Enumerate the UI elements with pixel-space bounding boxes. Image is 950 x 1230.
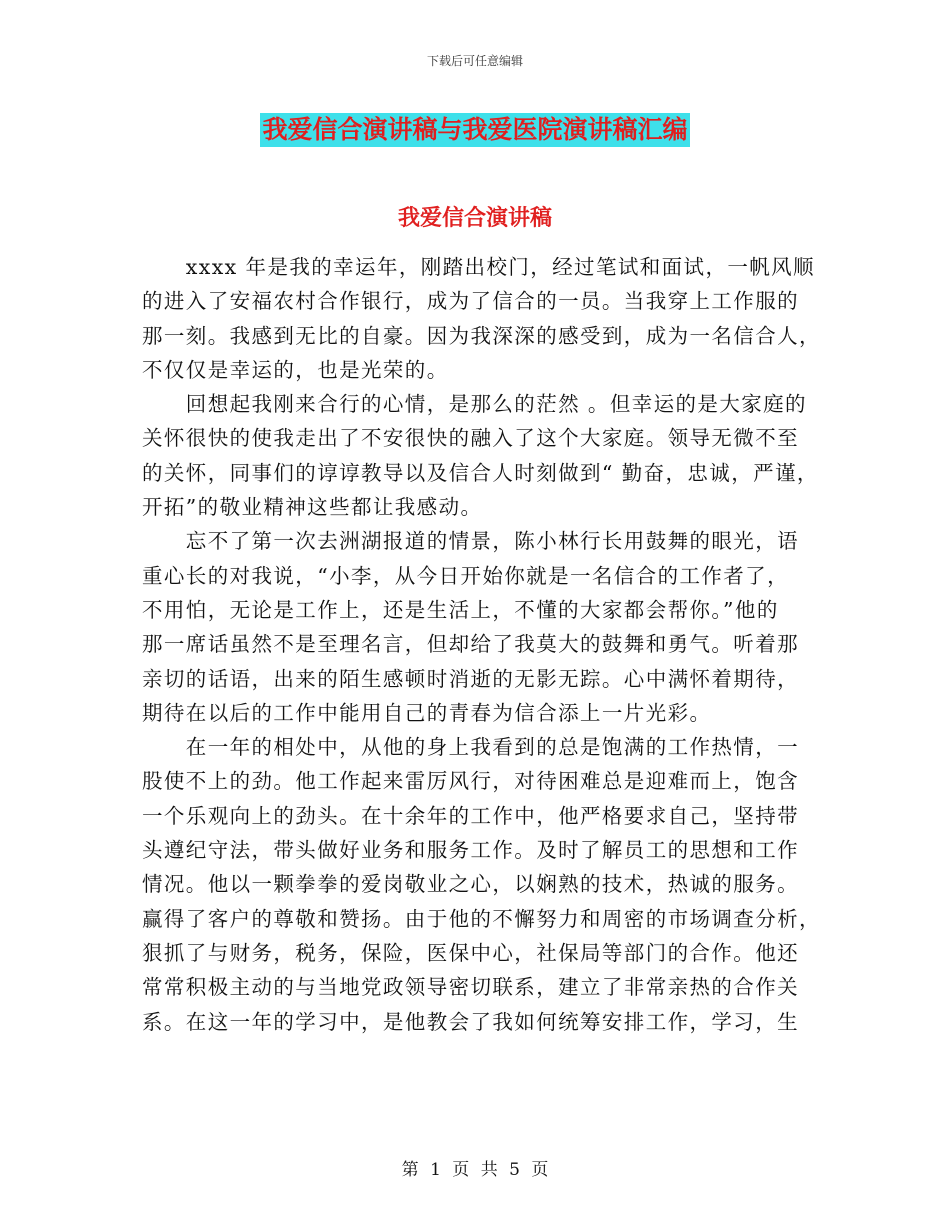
text-line: 回想起我刚来合行的心情，是那么的茫然 。但幸运的是大家庭的 [142, 392, 807, 417]
body-text [142, 250, 821, 1039]
text-line: 重心长的对我说，“小李，从今日开始你就是一名信合的工作者了， [142, 563, 789, 588]
text-line: 那一席话虽然不是至理名言，但却给了我莫大的鼓舞和勇气。听着那 [142, 632, 799, 657]
text-line: 关怀很快的使我走出了不安很快的融入了这个大家庭。领导无微不至 [142, 426, 799, 451]
text-line: 不用怕，无论是工作上，还是生活上，不懂的大家都会帮你。”他的 [142, 597, 779, 622]
header-note: 下载后可任意编辑 [426, 54, 523, 68]
text-line: 在一年的相处中，从他的身上我看到的总是饱满的工作热情，一 [142, 735, 799, 760]
text-line: 情况。他以一颗拳拳的爱岗敬业之心，以娴熟的技术，热诚的服务。 [142, 872, 799, 897]
text-line: 忘不了第一次去洲湖报道的情景，陈小林行长用鼓舞的眼光，语 [142, 529, 799, 554]
paragraph [142, 387, 819, 524]
text-line: 系。在这一年的学习中，是他教会了我如何统筹安排工作，学习，生 [142, 1009, 799, 1034]
page-footer: 第 1 页 共 5 页 [401, 1160, 549, 1180]
text-line: 期待在以后的工作中能用自己的青春为信合添上一片光彩。 [142, 700, 712, 725]
text-line: xxxx 年是我的幸运年，刚踏出校门，经过笔试和面试，一帆风顺 [142, 255, 815, 279]
text-line: 头遵纪守法，带头做好业务和服务工作。及时了解员工的思想和工作 [142, 838, 799, 863]
paragraph [142, 250, 821, 387]
text-line: 赢得了客户的尊敬和赞扬。由于他的不懈努力和周密的市场调查分析， [142, 906, 821, 931]
text-line: 不仅仅是幸运的，也是光荣的。 [142, 357, 449, 382]
text-line: 那一刻。我感到无比的自豪。因为我深深的感受到，成为一名信合人， [142, 323, 821, 348]
document-title-text: 我爱信合演讲稿与我爱医院演讲稿汇编 [260, 113, 689, 147]
paragraph [142, 524, 810, 730]
paragraph [142, 730, 821, 1039]
text-line: 亲切的话语，出来的陌生感顿时消逝的无影无踪。心中满怀着期待， [142, 666, 799, 691]
section-title: 我爱信合演讲稿 [397, 205, 552, 231]
text-line: 开拓”的敬业精神这些都让我感动。 [142, 495, 483, 520]
text-line: 一个乐观向上的劲头。在十余年的工作中，他严格要求自己，坚持带 [142, 803, 799, 828]
text-line: 股使不上的劲。他工作起来雷厉风行，对待困难总是迎难而上，饱含 [142, 769, 799, 794]
text-line: 常常积极主动的与当地党政领导密切联系，建立了非常亲热的合作关 [142, 975, 799, 1000]
document-title [0, 113, 950, 147]
text-line: 狠抓了与财务，税务，保险，医保中心，社保局等部门的合作。他还 [142, 940, 799, 965]
text-line: 的进入了安福农村合作银行，成为了信合的一员。当我穿上工作服的 [142, 289, 799, 314]
text-line: 的关怀，同事们的谆谆教导以及信合人时刻做到“ 勤奋，忠诚，严谨， [142, 460, 819, 485]
